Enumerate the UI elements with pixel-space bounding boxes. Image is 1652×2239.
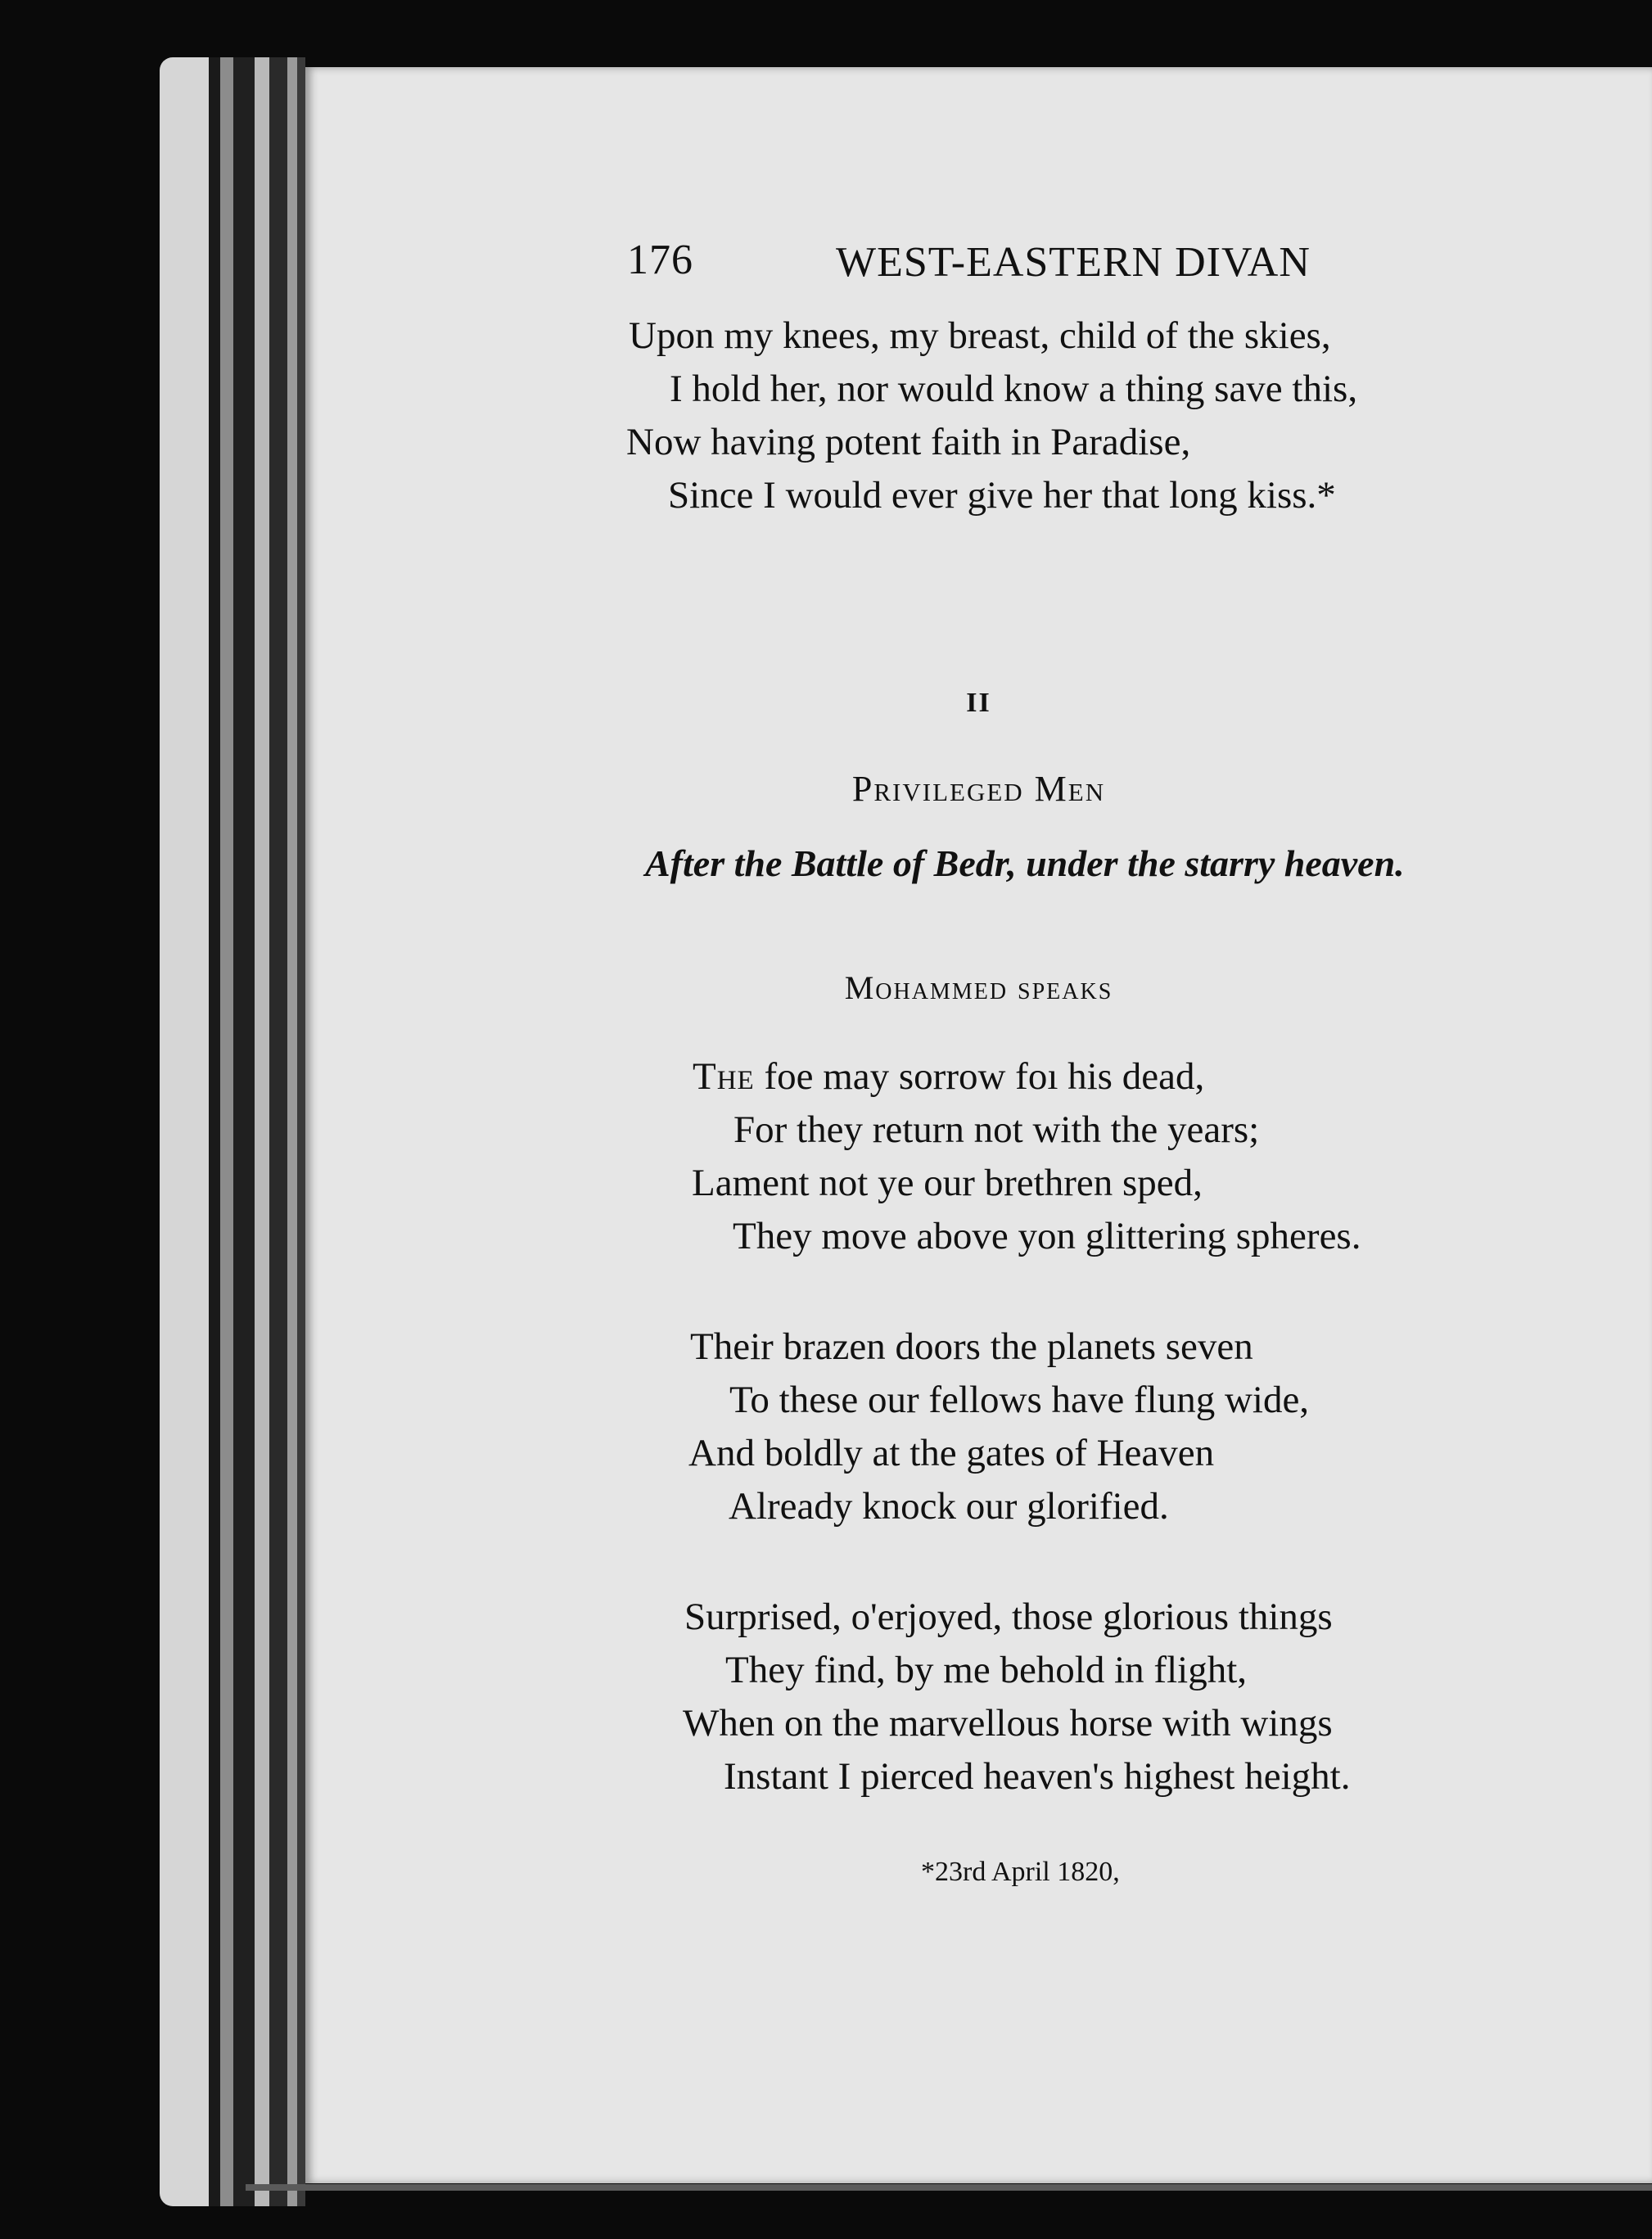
verse-line: And boldly at the gates of Heaven xyxy=(688,1432,1215,1474)
page-edge xyxy=(160,57,209,2206)
verse-line: Instant I pierced heaven's highest height. xyxy=(724,1755,1351,1798)
drop-word: The xyxy=(693,1055,755,1098)
verse-line: Now having potent faith in Paradise, xyxy=(626,421,1191,463)
page-number: 176 xyxy=(627,237,693,283)
verse-line: When on the marvellous horse with wings xyxy=(683,1702,1333,1745)
verse-line: They find, by me behold in flight, xyxy=(725,1649,1248,1691)
page-edge xyxy=(287,57,297,2206)
verse-line: They move above yon glittering spheres. xyxy=(733,1215,1361,1257)
page-edge xyxy=(209,57,220,2206)
footnote: *23rd April 1820, xyxy=(921,1857,1120,1887)
verse-line: Already knock our glorified. xyxy=(729,1485,1169,1528)
running-title: WEST-EASTERN DIVAN xyxy=(836,239,1311,286)
verse-line: Surprised, o'erjoyed, those glorious things xyxy=(684,1596,1333,1638)
verse-line: Upon my knees, my breast, child of the skies, xyxy=(629,314,1331,357)
page-edge xyxy=(220,57,233,2206)
verse-line: Since I would ever give her that long kiss.* xyxy=(668,474,1336,517)
verse-line: Lament not ye our brethren sped, xyxy=(692,1162,1203,1204)
verse-line xyxy=(693,1055,1205,1098)
page-edge xyxy=(269,57,287,2206)
page-paper xyxy=(305,67,1652,2183)
page-edge xyxy=(255,57,269,2206)
section-numeral: II xyxy=(966,688,991,718)
page-bottom-edge xyxy=(246,2184,1652,2191)
verse-line-rest: foe may sorrow foı his dead, xyxy=(754,1055,1205,1098)
verse-line: To these our fellows have flung wide, xyxy=(729,1379,1310,1421)
section-title: Privileged Men xyxy=(851,769,1106,809)
verse-line: For they return not with the years; xyxy=(733,1108,1260,1151)
section-subtitle: After the Battle of Bedr, under the starry heaven. xyxy=(645,842,1405,884)
page-edge xyxy=(233,57,255,2206)
page-edge xyxy=(297,57,305,2206)
speaker-heading: Mohammed speaks xyxy=(844,969,1113,1006)
verse-line: I hold her, nor would know a thing save this, xyxy=(670,368,1358,410)
verse-line: Their brazen doors the planets seven xyxy=(690,1325,1253,1368)
